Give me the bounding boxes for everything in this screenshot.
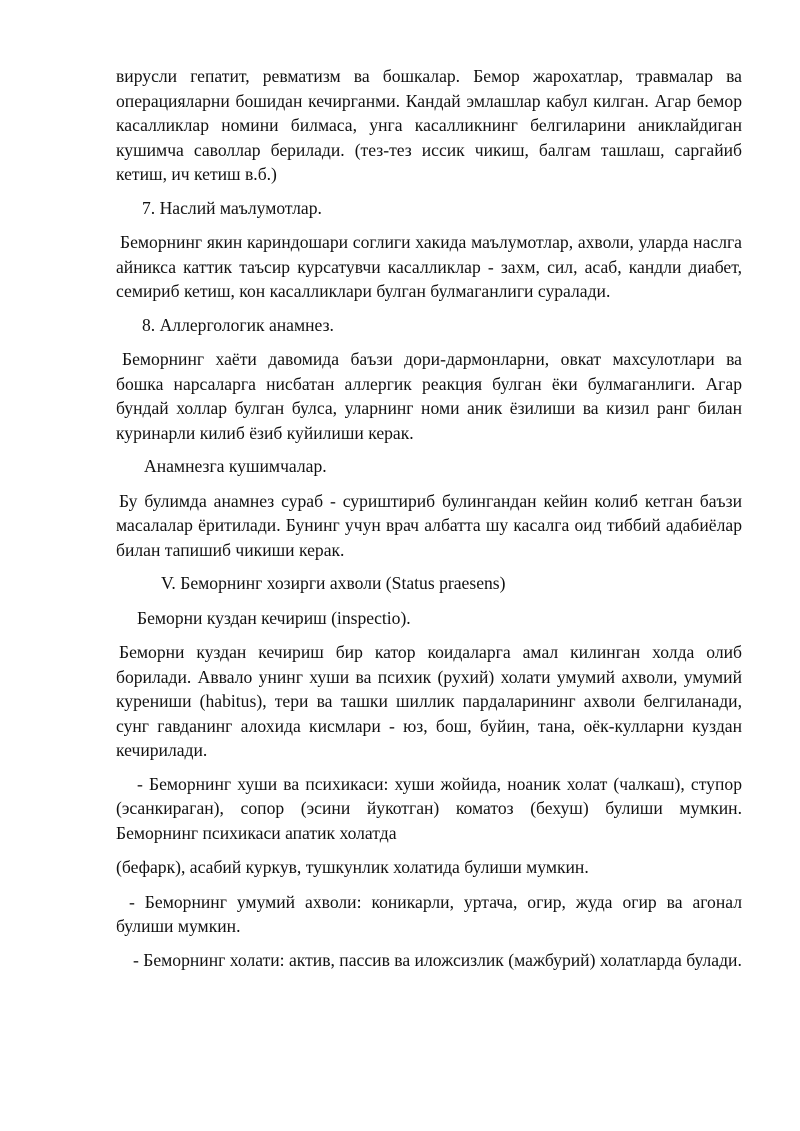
paragraph-general-condition: - Беморнинг умумий ахволи: коникарли, уртача, огир, жуда огир ва агонал булиши мумкин.	[116, 891, 742, 936]
document-page	[116, 64, 742, 972]
paragraph-consciousness: - Беморнинг хуши ва психикаси: хуши жойида, ноаник холат (чалкаш), ступор (эсанкираган), сопор (эсини йукотган) коматоз (бехуш) булиши мумкин. Беморнинг психикаси апатик холатда	[116, 773, 742, 843]
paragraph-inspection: Беморни куздан кечириш бир катор коидаларга амал килинган холда олиб борилади. Аввало унинг хуши ва психик (рухий) холати умумий ахволи, умумий курениши (habitus), тери ва ташки шиллик пардаларининг ахволи белгиланади, сунг гавданинг алохида кисмлари - юз, бош, буйин, тана, оёк-кулларни куздан кечирилади.	[116, 642, 742, 760]
heading-hereditary-info: 7. Наслий маълумотлар.	[142, 197, 322, 218]
heading-anamnesis-additions: Анамнезга кушимчалар.	[144, 456, 327, 476]
heading-inspectio: Беморни куздан кечириш (inspectio).	[137, 607, 411, 628]
paragraph-patient-position: - Беморнинг холати: актив, пассив ва иложсизлик (мажбурий) холатларда булади.	[133, 949, 742, 970]
heading-allergy-anamnesis: 8. Аллергологик анамнез.	[142, 314, 334, 335]
paragraph-hereditary: Беморнинг якин кариндошари соглиги хакида маълумотлар, ахволи, уларда наслга айникса каттик таъсир курсатувчи касалликлар - захм, сил, асаб, кандли диабет, семириб кетиш, кон касалликлари булган булмаганлиги суралади.	[116, 232, 742, 301]
paragraph-allergy: Беморнинг хаёти давомида баъзи дори-дармонларни, овкат махсулотлари ва бошка нарсаларга нисбатан аллергик реакция булган ёки булмаганлиги. Агар бундай холлар булган булса, уларнинг номи аник ёзилиши ва кизил ранг билан куринарли килиб ёзиб куйилиши керак.	[116, 349, 742, 443]
paragraph-consciousness-continued: (бефарк), асабий куркув, тушкунлик холатида булиши мумкин.	[116, 857, 589, 877]
paragraph-anamnesis-diseases: вирусли гепатит, ревматизм ва бошкалар. Бемор жарохатлар, травмалар ва операцияларни бошидан кечирганми. Кандай эмлашлар кабул килган. Агар бемор касалликлар номини билмаса, унга касалликнинг белгиларини аниклайдиган кушимча саволлар берилади. (тез-тез иссик чикиш, балгам ташлаш, саргайиб кетиш, ич кетиш в.б.)	[116, 66, 742, 184]
heading-status-praesens: V. Беморнинг хозирги ахволи (Status praesens)	[161, 573, 506, 593]
paragraph-additions: Бу булимда анамнез сураб - суриштириб булингандан кейин колиб кетган баъзи масалалар ёритилади. Бунинг учун врач албатта шу касалга оид тиббий адабиёлар билан тапишиб чикиши керак.	[116, 490, 742, 560]
